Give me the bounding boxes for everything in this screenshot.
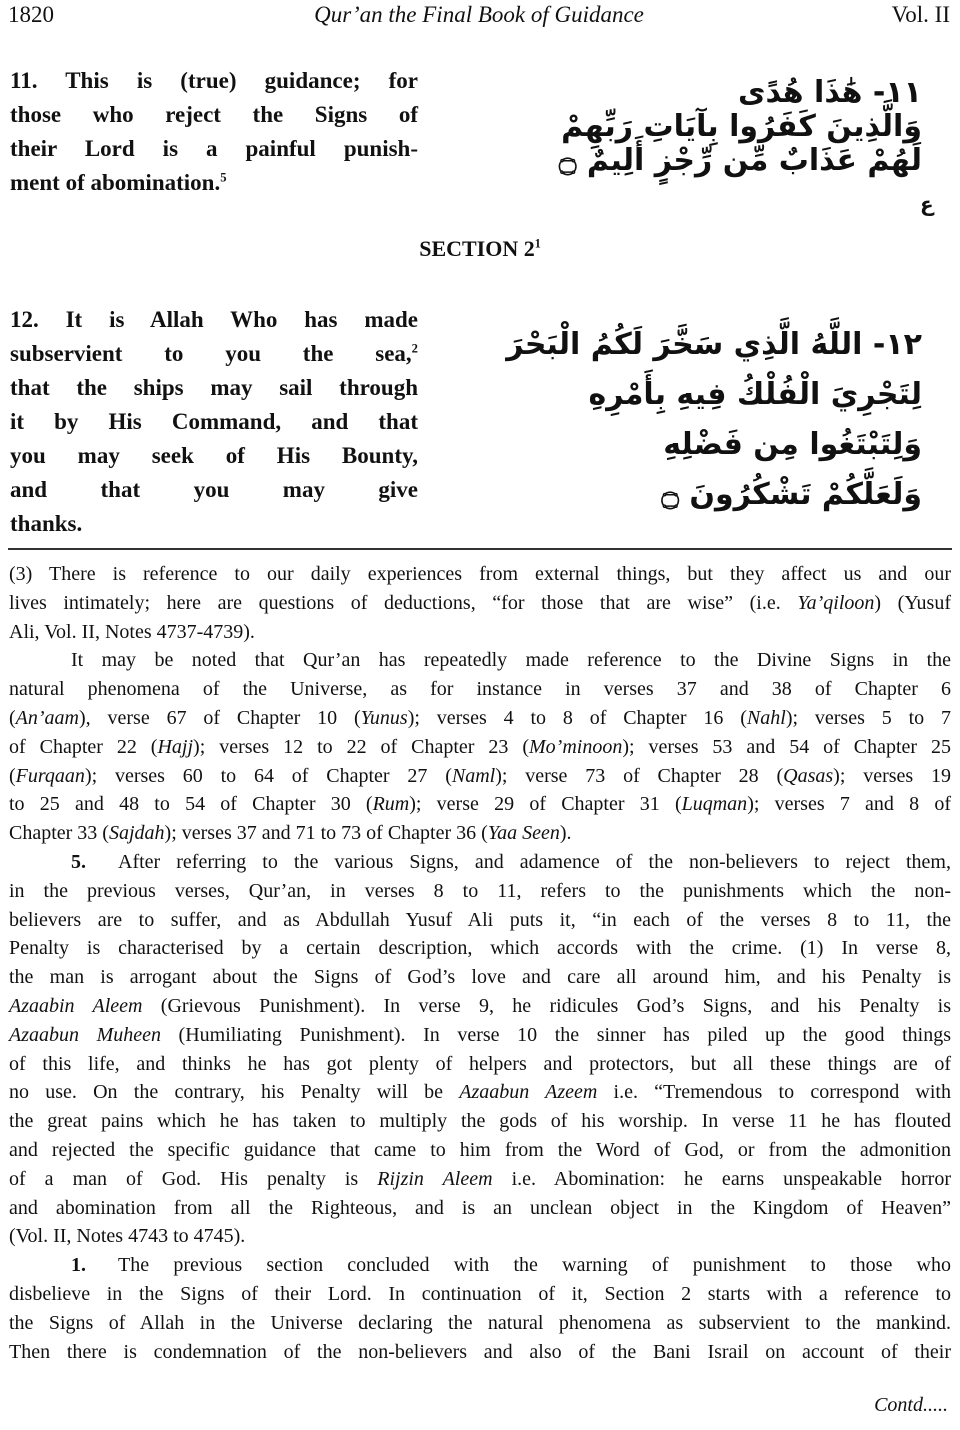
verse-line: their Lord is a painful punish- [10, 136, 418, 161]
footnote-line [9, 618, 951, 647]
footnotes [9, 560, 951, 1366]
note-text: of a man of God. His penalty is [9, 1167, 378, 1190]
verse-text: subservient to you the sea, [10, 341, 412, 366]
note-italic-term: Furqaan [15, 764, 85, 787]
note-italic-term: Nahl [746, 706, 786, 729]
footnote-line [9, 1021, 951, 1050]
footnote-line [9, 1107, 951, 1136]
note-text: (Vol. II, Notes 4743 to 4745). [9, 1225, 246, 1248]
ruku-mark: ع [920, 192, 934, 216]
note-text: ); verse 29 of Chapter 31 ( [409, 793, 682, 816]
note-text: ). [559, 822, 572, 845]
note-text: (Grievous Punishment). In verse 9, he ridicules God’s Signs, and his Penalty is [142, 994, 951, 1017]
footnote-line [9, 1309, 951, 1338]
footnote-line [9, 992, 951, 1021]
note-text: ); verses 37 and 71 to 73 of Chapter 36 ( [164, 822, 488, 845]
note-text: Chapter 33 ( [9, 822, 109, 845]
note-text: Then there is condemnation of the non-believers and also of the Bani Israil on account of their [9, 1340, 951, 1363]
note-text: It may be noted that Qur’an has repeatedly made reference to the Divine Signs in the [71, 649, 951, 672]
footnote-line [9, 1280, 951, 1309]
verse-11-arabic [522, 76, 922, 178]
verse-11-translation [10, 64, 418, 200]
footnote-line [9, 790, 951, 819]
note-text: ( [9, 706, 16, 729]
note-text: ); verses 12 to 22 of Chapter 23 ( [193, 735, 530, 758]
verse-line: thanks. [10, 511, 83, 536]
note-italic-term: Azaabin Aleem [9, 994, 143, 1017]
volume-label: Vol. II [891, 2, 950, 27]
verse-line: 12. It is Allah Who has made [10, 307, 418, 332]
note-text: After referring to the various Signs, and adamence of the non-believers to reject them, [118, 850, 951, 873]
footnote-line [9, 1338, 951, 1367]
note-italic-term: An’aam [15, 706, 79, 729]
footnote-line [9, 1078, 951, 1107]
note-text: ); verses 5 to 7 [785, 706, 951, 729]
verse-line: you may seek of His Bounty, [10, 443, 418, 468]
note-text: the man is arrogant about the Signs of God’s love and care all around him, and his Penalty is [9, 966, 951, 989]
page-number: 1820 [8, 2, 54, 27]
arabic-line: ١٢- اللَّهُ الَّذِي سَخَّرَ لَكُمُ الْبَحْرَ [506, 327, 922, 362]
note-italic-term: Qasas [783, 764, 834, 787]
section-label: SECTION 2 [419, 236, 535, 261]
arabic-line: لَهُمْ عَذَابٌ مِّن رِّجْزٍ أَلِيمٌ ۝ [558, 143, 922, 178]
note-text: and abomination from all the Righteous, and is an unclean object in the Kingdom of Heaven” [9, 1196, 951, 1219]
footnote-line [9, 704, 951, 733]
note-italic-term: Naml [451, 764, 496, 787]
note-text: of this life, and thinks he has got plenty of helpers and protectors, but all these things are of [9, 1052, 951, 1075]
note-text: ), verse 67 of Chapter 10 ( [79, 706, 361, 729]
note-text: lives intimately; here are questions of deductions, “for those that are wise” (i.e. [9, 591, 798, 614]
verse-line: and that you may give [10, 477, 418, 502]
note-text: and rejected the specific guidance that came to him from the Word of God, or from the admonition [9, 1138, 951, 1161]
note-text: ); verses 4 to 8 of Chapter 16 ( [407, 706, 747, 729]
note-text: i.e. “Tremendous to correspond with [597, 1081, 951, 1104]
book-title: Qur’an the Final Book of Guidance [314, 2, 644, 27]
footnote-divider [8, 548, 952, 550]
note-text: i.e. Abomination: he earns unspeakable horror [492, 1167, 952, 1190]
verse-line: it by His Command, and that [10, 409, 418, 434]
note-text: ); verses 53 and 54 of Chapter 25 [622, 735, 952, 758]
verse-line [10, 337, 418, 371]
note-text: ); verse 73 of Chapter 28 ( [495, 764, 784, 787]
arabic-line: لِتَجْرِيَ الْفُلْكُ فِيهِ بِأَمْرِهِ [588, 377, 922, 412]
section-heading [0, 236, 960, 262]
note-text: the Signs of Allah in the Universe declaring the natural phenomena as subservient to the mankind. [9, 1311, 951, 1334]
note-text: of Chapter 22 ( [9, 735, 158, 758]
footnote-line [9, 934, 951, 963]
arabic-line: وَلَعَلَّكُمْ تَشْكُرُونَ ۝ [661, 477, 922, 512]
note-italic-term: Mo’minoon [529, 735, 623, 758]
footnote-line [9, 560, 951, 589]
verse-text: ment of abomination. [10, 170, 221, 195]
note-text: natural phenomena of the Universe, as for instance in verses 37 and 38 of Chapter 6 [9, 678, 951, 701]
verse-line: that the ships may sail through [10, 375, 418, 400]
arabic-line: وَلِتَبْتَغُوا مِن فَضْلِهِ [663, 427, 922, 462]
continued-label: Contd..... [874, 1394, 948, 1416]
footnote-line [9, 1222, 951, 1251]
verse-12-translation [10, 303, 418, 541]
footnote-ref: 1 [534, 236, 541, 251]
note-italic-term: Azaabun Muheen [9, 1023, 161, 1046]
note-italic-term: Azaabun Azeem [459, 1081, 598, 1104]
note-text: the great pains which he has taken to multiply the gods of his worship. In verse 11 he has flouted [9, 1110, 951, 1133]
note-number: 5. [71, 850, 86, 873]
note-text: disbelieve in the Signs of their Lord. In continuation of it, Section 2 starts with a reference to [9, 1282, 951, 1305]
note-text: in the previous verses, Qur’an, in verses 8 to 11, refers to the punishments which the non- [9, 879, 951, 902]
footnote-line [9, 848, 951, 877]
footnote-ref: 2 [411, 341, 418, 356]
verse-line: 11. This is (true) guidance; for [10, 68, 418, 93]
arabic-line: ١١- هَٰذَا هُدًى [737, 75, 922, 110]
note-text: believers are to suffer, and as Abdullah Yusuf Ali puts it, “in each of the verses 8 to 11, the [9, 908, 951, 931]
arabic-line: وَالَّذِينَ كَفَرُوا بِآيَاتِ رَبِّهِمْ [561, 109, 922, 144]
note-italic-term: Hajj [157, 735, 194, 758]
note-text: ); verses 19 [833, 764, 952, 787]
note-number: 1. [71, 1254, 86, 1277]
footnote-line [9, 762, 951, 791]
note-text: (Humiliating Punishment). In verse 10 the sinner has piled up the good things [160, 1023, 951, 1046]
note-italic-term: Rijzin Aleem [377, 1167, 493, 1190]
note-italic-term: Sajdah [108, 822, 165, 845]
note-text: ); verses 60 to 64 of Chapter 27 ( [84, 764, 452, 787]
note-italic-term: Luqman [681, 793, 748, 816]
note-text: no use. On the contrary, his Penalty will be [9, 1081, 460, 1104]
note-text: (3) There is reference to our daily experiences from external things, but they affect us and our [9, 563, 951, 585]
footnote-line [9, 963, 951, 992]
note-text: ) (Yusuf [874, 591, 951, 614]
note-text: The previous section concluded with the warning of punishment to those who [118, 1254, 951, 1277]
verse-12-arabic [506, 320, 922, 520]
running-header [8, 2, 950, 32]
note-text: ); verses 7 and 8 of [747, 793, 952, 816]
footnote-line [9, 589, 951, 618]
note-italic-term: Rum [372, 793, 410, 816]
footnote-ref: 5 [220, 170, 227, 185]
note-text: Ali, Vol. II, Notes 4737-4739). [9, 620, 255, 643]
note-italic-term: Ya’qiloon [797, 591, 875, 614]
footnote-line [9, 1050, 951, 1079]
footnote-line [9, 1251, 951, 1280]
note-italic-term: Yaa Seen [487, 822, 560, 845]
footnote-line [9, 1194, 951, 1223]
footnote-line [9, 733, 951, 762]
note-italic-term: Yunus [360, 706, 408, 729]
note-text: ( [9, 764, 16, 787]
note-text: Penalty is characterised by a certain description, which accords with the crime. (1) In verse 8, [9, 937, 951, 960]
verse-line [10, 166, 418, 200]
verse-line: those who reject the Signs of [10, 102, 418, 127]
footnote-line [9, 1165, 951, 1194]
footnote-line [9, 877, 951, 906]
note-text: to 25 and 48 to 54 of Chapter 30 ( [9, 793, 373, 816]
footnote-line [9, 819, 951, 848]
footnote-line [9, 675, 951, 704]
footnote-line [9, 1136, 951, 1165]
footnote-line [9, 906, 951, 935]
footnote-line [9, 646, 951, 675]
